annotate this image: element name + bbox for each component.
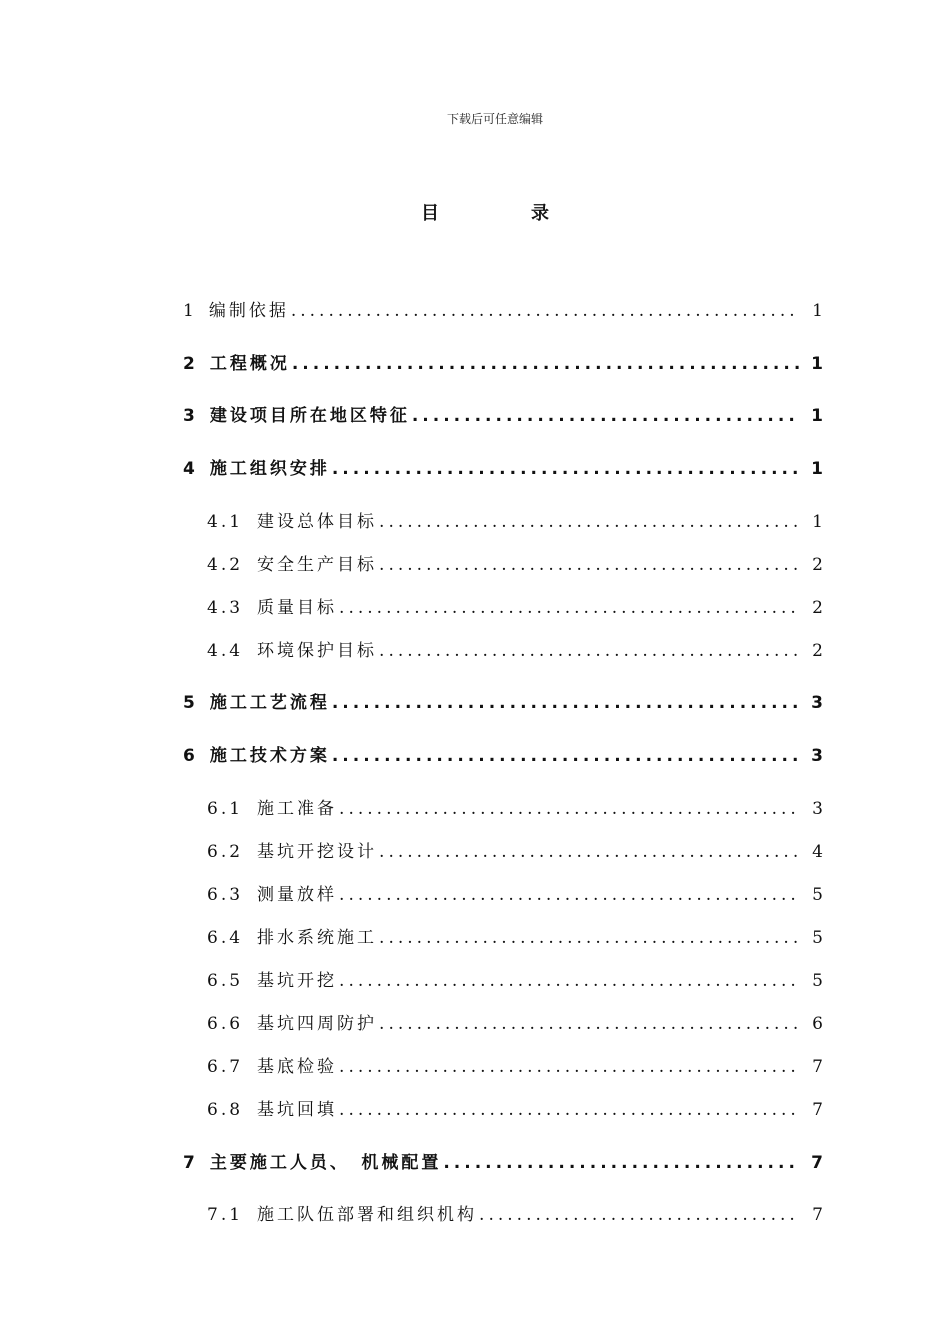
toc-entry-page: 2 xyxy=(812,641,823,661)
toc-entry-text: 主要施工人员、 机械配置 xyxy=(209,1153,442,1173)
toc-entry-6-5[interactable] xyxy=(207,966,823,990)
toc-entry-number: 6.4 xyxy=(207,928,244,948)
toc-entry-5[interactable] xyxy=(183,688,823,712)
toc-entry-4-1[interactable] xyxy=(207,507,823,531)
toc-leader-dots xyxy=(339,1100,799,1120)
toc-entry-text: 工程概况 xyxy=(209,354,290,374)
toc-entry-6-4[interactable] xyxy=(207,923,823,947)
toc-entry-number: 1 xyxy=(183,301,197,321)
toc-leader-dots xyxy=(291,301,799,321)
toc-leader-dots xyxy=(339,1057,799,1077)
toc-entry-text: 建设项目所在地区特征 xyxy=(209,406,410,426)
toc-entry-4-3[interactable] xyxy=(207,593,823,617)
toc-entry-4-2[interactable] xyxy=(207,550,823,574)
toc-entry-text: 安全生产目标 xyxy=(257,555,378,575)
toc-entry-number: 6.8 xyxy=(207,1100,244,1120)
toc-entry-number: 6.7 xyxy=(207,1057,244,1077)
toc-entry-number: 7.1 xyxy=(207,1205,244,1225)
toc-entry-text: 建设总体目标 xyxy=(257,512,378,532)
toc-leader-dots xyxy=(332,459,799,479)
toc-entry-number: 5 xyxy=(183,693,198,713)
toc-entry-6-1[interactable] xyxy=(207,794,823,818)
toc-leader-dots xyxy=(379,555,799,575)
toc-entry-page: 3 xyxy=(811,746,823,766)
toc-entry-text: 施工组织安排 xyxy=(209,459,330,479)
toc-leader-dots xyxy=(339,598,799,618)
toc-entry-number: 6.2 xyxy=(207,842,244,862)
toc-title xyxy=(0,199,950,225)
toc-entry-number: 4.3 xyxy=(207,598,244,618)
toc-entry-number: 6.5 xyxy=(207,971,244,991)
toc-entry-number: 4.4 xyxy=(207,641,244,661)
toc-entry-text: 施工技术方案 xyxy=(209,746,330,766)
toc-entry-text: 基坑四周防护 xyxy=(257,1014,378,1034)
toc-leader-dots xyxy=(339,971,799,991)
toc-entry-text: 基坑开挖设计 xyxy=(257,842,378,862)
toc-entry-number: 6.3 xyxy=(207,885,244,905)
toc-entry-page: 1 xyxy=(811,354,823,374)
toc-entry-number: 6.6 xyxy=(207,1014,244,1034)
toc-leader-dots xyxy=(379,842,799,862)
toc-entry-text: 排水系统施工 xyxy=(257,928,378,948)
toc-entry-number: 6 xyxy=(183,746,198,766)
toc-entry-text: 基坑开挖 xyxy=(257,971,338,991)
toc-leader-dots xyxy=(339,799,799,819)
toc-leader-dots xyxy=(379,928,799,948)
header-note: 下载后可任意编辑 xyxy=(446,112,543,126)
toc-entry-6-8[interactable] xyxy=(207,1095,823,1119)
toc-title-char-1: 目 xyxy=(421,203,439,224)
toc-entry-text: 基坑回填 xyxy=(257,1100,338,1120)
toc-title-char-2: 录 xyxy=(531,203,549,224)
toc-entry-text: 施工工艺流程 xyxy=(209,693,330,713)
toc-leader-dots xyxy=(443,1153,799,1173)
toc-entry-number: 6.1 xyxy=(207,799,244,819)
toc-leader-dots xyxy=(292,354,799,374)
toc-entry-number: 4 xyxy=(183,459,198,479)
toc-entry-page: 1 xyxy=(812,512,823,532)
toc-entry-3[interactable] xyxy=(183,401,823,425)
toc-entry-number: 3 xyxy=(183,406,198,426)
toc-leader-dots xyxy=(379,641,799,661)
toc-leader-dots xyxy=(379,1014,799,1034)
toc-entry-page: 3 xyxy=(811,693,823,713)
toc-entry-6[interactable] xyxy=(183,741,823,765)
toc-entry-4-4[interactable] xyxy=(207,636,823,660)
toc-entry-text: 质量目标 xyxy=(257,598,338,618)
toc-entry-6-6[interactable] xyxy=(207,1009,823,1033)
toc-entry-page: 5 xyxy=(812,885,823,905)
toc-entry-page: 6 xyxy=(812,1014,823,1034)
toc-leader-dots xyxy=(339,885,799,905)
toc-entry-number: 2 xyxy=(183,354,198,374)
toc-entry-6-3[interactable] xyxy=(207,880,823,904)
toc-entry-page: 1 xyxy=(811,406,823,426)
toc-entry-text: 施工队伍部署和组织机构 xyxy=(257,1205,478,1225)
toc-entry-text: 基底检验 xyxy=(257,1057,338,1077)
toc-entry-number: 7 xyxy=(183,1153,198,1173)
toc-leader-dots xyxy=(332,746,799,766)
toc-entry-page: 3 xyxy=(812,799,823,819)
toc-entry-text: 环境保护目标 xyxy=(257,641,378,661)
toc-entry-page: 7 xyxy=(811,1153,823,1173)
toc-entry-text: 测量放样 xyxy=(257,885,338,905)
toc-entry-text: 编制依据 xyxy=(208,301,289,321)
toc-entry-6-7[interactable] xyxy=(207,1052,823,1076)
toc-leader-dots xyxy=(412,406,799,426)
toc-leader-dots xyxy=(479,1205,799,1225)
toc-entry-page: 7 xyxy=(812,1100,823,1120)
toc-entry-number: 4.1 xyxy=(207,512,244,532)
toc-entry-1[interactable] xyxy=(183,296,823,320)
toc-leader-dots xyxy=(379,512,799,532)
toc-leader-dots xyxy=(332,693,799,713)
toc-entry-2[interactable] xyxy=(183,349,823,373)
toc-entry-text: 施工准备 xyxy=(257,799,338,819)
toc-entry-page: 7 xyxy=(812,1057,823,1077)
toc-entry-6-2[interactable] xyxy=(207,837,823,861)
toc-entry-page: 5 xyxy=(812,971,823,991)
toc-entry-page: 4 xyxy=(812,842,823,862)
toc-entry-page: 7 xyxy=(812,1205,823,1225)
toc-entry-7[interactable] xyxy=(183,1148,823,1172)
toc-entry-7-1[interactable] xyxy=(207,1200,823,1224)
toc-entry-page: 2 xyxy=(812,598,823,618)
toc-entry-4[interactable] xyxy=(183,454,823,478)
toc-entry-page: 1 xyxy=(812,301,823,321)
toc-entry-page: 2 xyxy=(812,555,823,575)
toc-entry-page: 1 xyxy=(811,459,823,479)
toc-entry-page: 5 xyxy=(812,928,823,948)
toc-entry-number: 4.2 xyxy=(207,555,244,575)
